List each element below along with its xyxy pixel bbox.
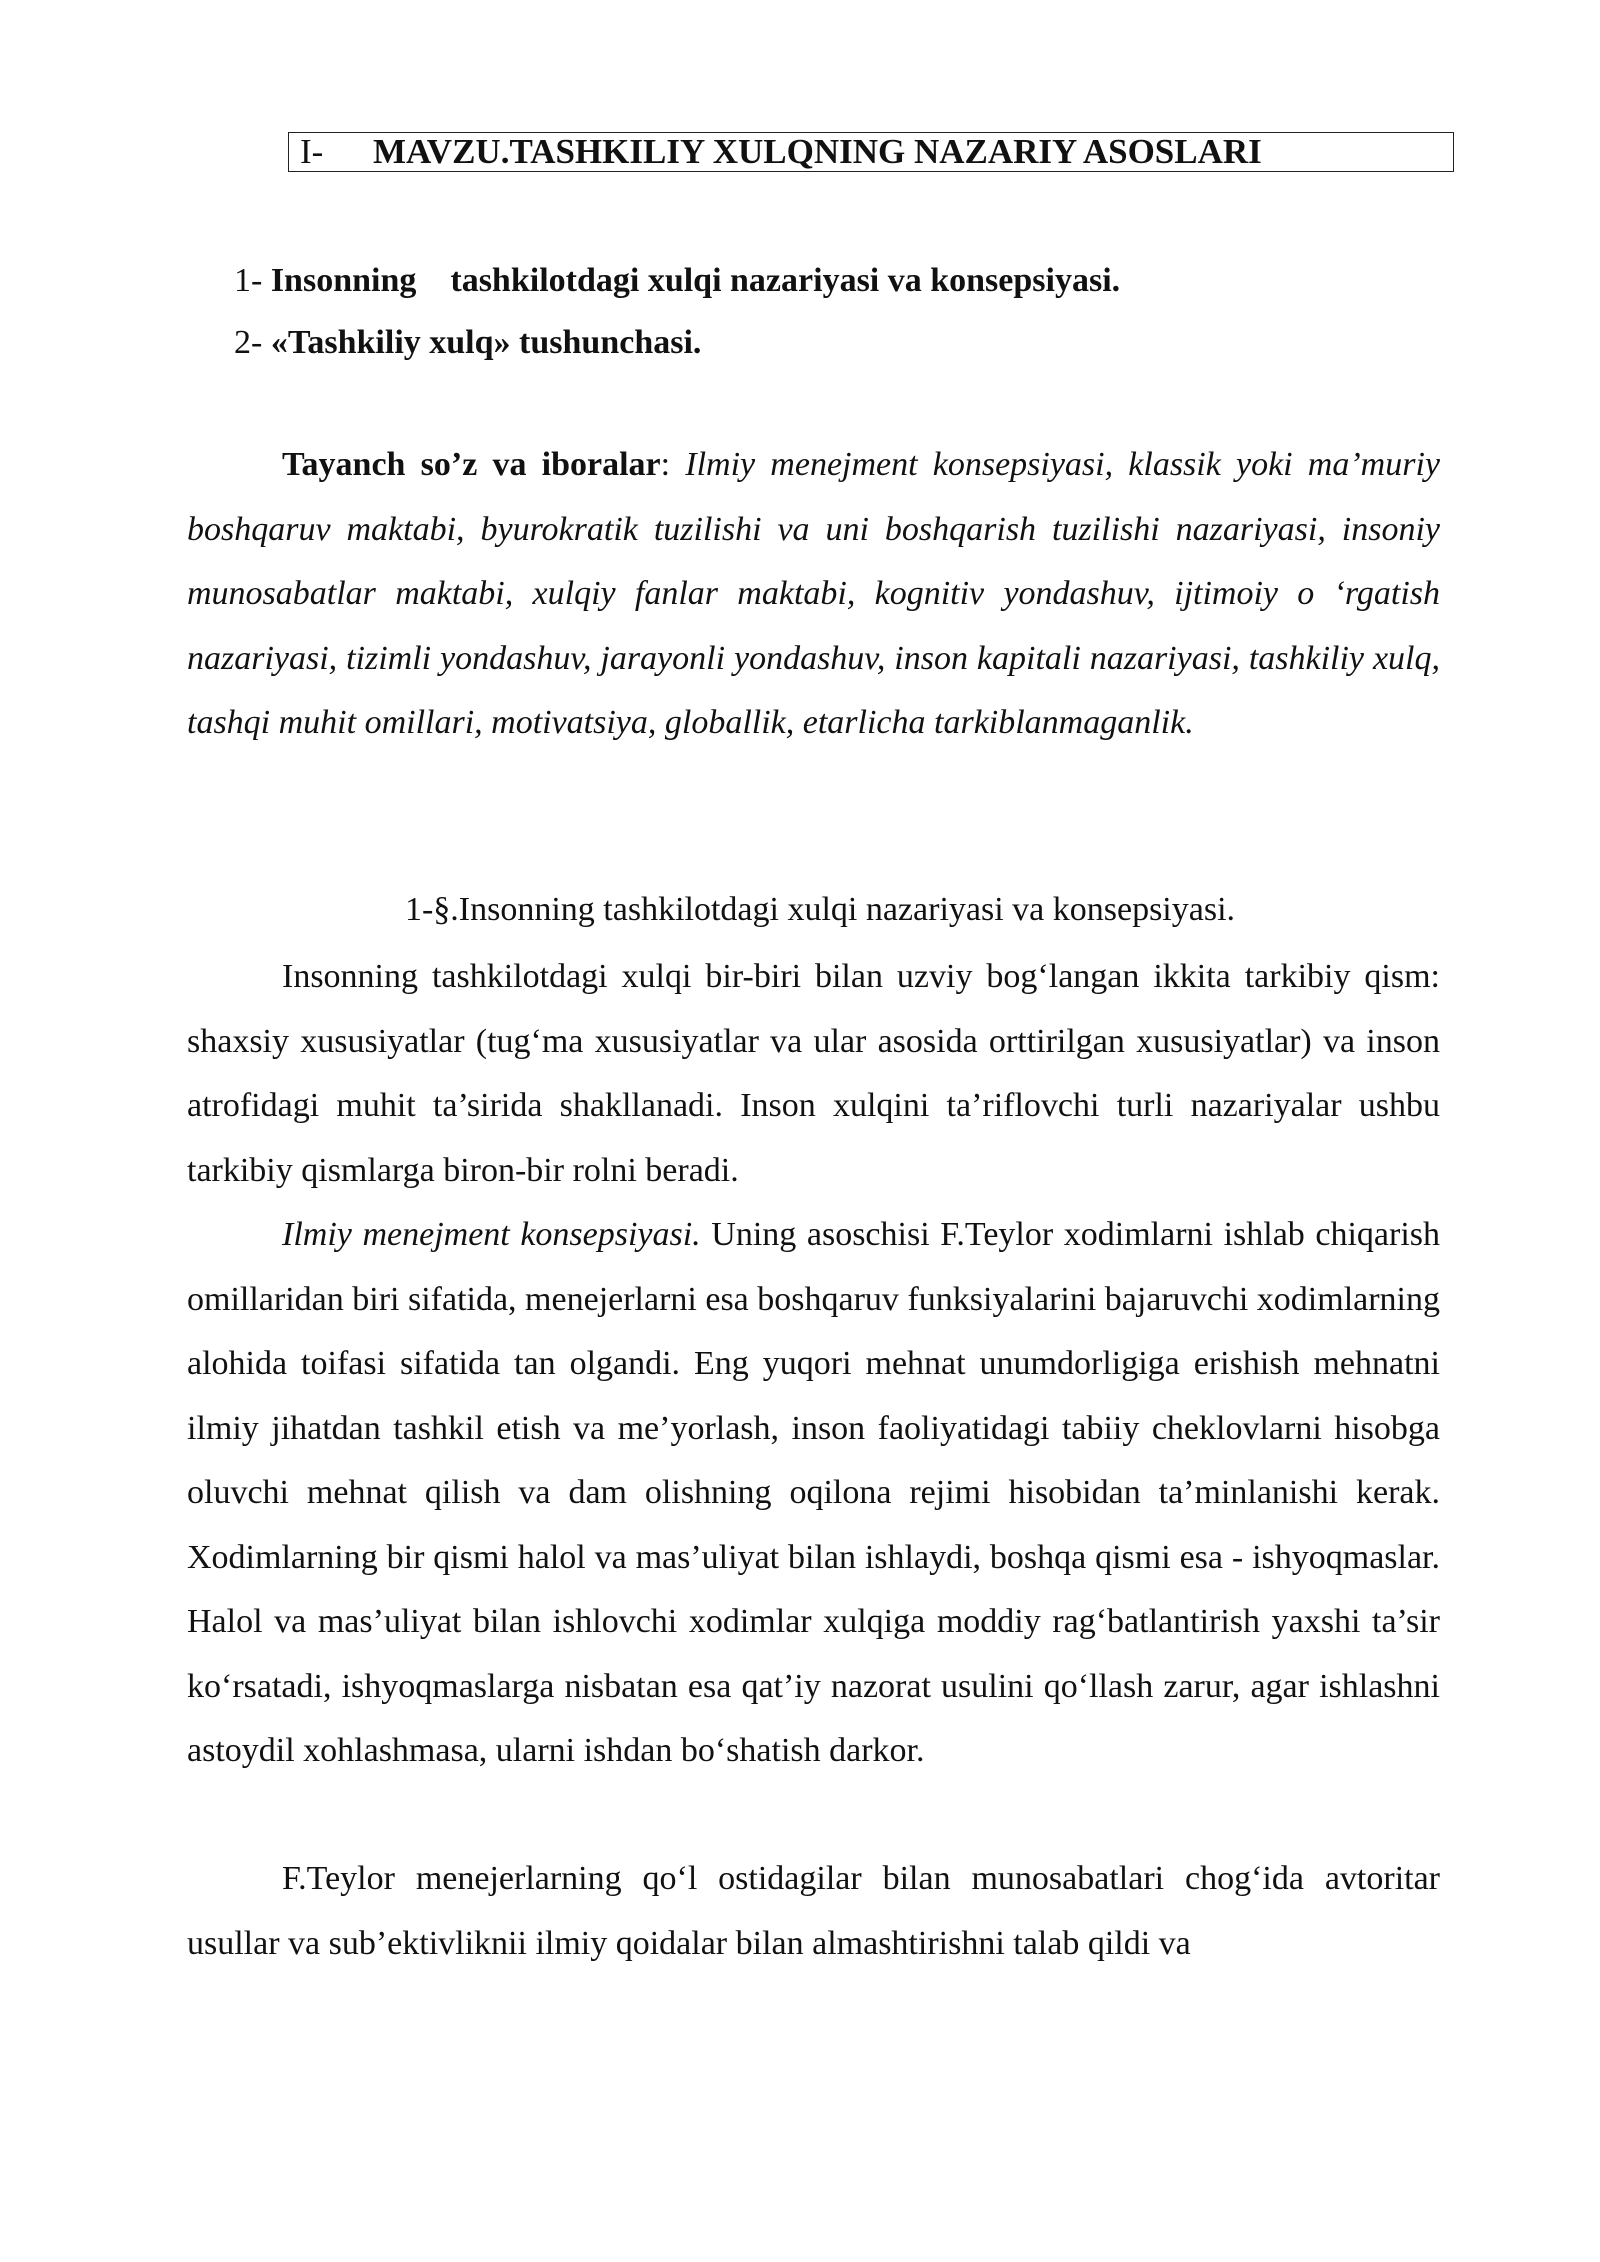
topic-title-box: [288, 132, 1454, 172]
body-paragraph-2-text: Uning asoschisi F.Teylor xodimlarni ishlab chiqarish omillaridan biri sifatida, menejerlarni esa boshqaruv funksiyalarini bajaruvchi xodimlarning alohida toifasi sifatida tan olgandi. Eng yuqori mehnat unumdorligiga erishish mehnatni ilmiy jihatdan tashkil etish va me’yorlash, inson faoliyatidagi tabiiy cheklovlarni hisobga oluvchi mehnat qilish va dam olishning oqilona rejimi hisobidan ta’minlanishi kerak. Xodimlarning bir qismi halol va mas’uliyat bilan ishlaydi, boshqa qismi esa - ishyoqmaslar. Halol va mas’uliyat bilan ishlovchi xodimlar xulqiga moddiy rag‘batlantirish yaxshi ta’sir ko‘rsatadi, ishyoqmaslarga nisbatan esa qat’iy nazorat usulini qo‘llash zarur, agar ishlashni astoydil xohlashmasa, ularni ishdan bo‘shatish darkor.: [187, 1216, 1440, 1769]
keywords-label: Tayanch so’z va iboralar: [282, 446, 661, 483]
plan-item-text: Insonning tashkilotdagi xulqi nazariyasi va konsepsiyasi.: [270, 262, 1121, 299]
plan-item-number: 2-: [234, 324, 263, 361]
plan-item: [234, 261, 1120, 301]
keywords-paragraph: [187, 433, 1440, 756]
section-heading: 1-§.Insonning tashkilotdagi xulqi nazariyasi va konsepsiyasi.: [404, 891, 1236, 928]
concept-title: Ilmiy menejment konsepsiyasi.: [282, 1216, 701, 1253]
body-paragraph-2: [187, 1203, 1440, 1784]
body-paragraph-1: Insonning tashkilotdagi xulqi bir-biri bilan uzviy bog‘langan ikkita tarkibiy qism: shaxsiy xususiyatlar (tug‘ma xususiyatlar va ular asosida orttirilgan xususiyatlar) va inson atrofidagi muhit ta’sirida shakllanadi. Inson xulqini ta’riflovchi turli nazariyalar ushbu tarkibiy qismlarga biron-bir rolni beradi.: [187, 958, 1440, 1189]
plan-item-text: «Tashkiliy xulq» tushunchasi.: [270, 324, 702, 361]
plan-item-number: 1-: [234, 262, 263, 299]
body-paragraph-3: F.Teylor menejerlarning qo‘l ostidagilar bilan munosabatlari chog‘ida avtoritar usullar va sub’ektivliknii ilmiy qoidalar bilan almashtirishni talab qildi va: [187, 1860, 1440, 1962]
keywords-colon: :: [660, 446, 671, 483]
topic-number: I-: [300, 132, 324, 171]
topic-title: MAVZU.TASHKILIY XULQNING NAZARIY ASOSLARI: [373, 132, 1262, 171]
plan-item: [234, 323, 701, 363]
keywords-list: Ilmiy menejment konsepsiyasi, klassik yoki ma’muriy boshqaruv maktabi, byurokratik tuzilishi va uni boshqarish tuzilishi nazariyasi, insoniy munosabatlar maktabi, xulqiy fanlar maktabi, kognitiv yondashuv, ijtimoiy o ‘rgatish nazariyasi, tizimli yondashuv, jarayonli yondashuv, inson kapitali nazariyasi, tashkiliy xulq, tashqi muhit omillari, motivatsiya, globallik, etarlicha tarkiblanmaganlik.: [187, 446, 1441, 741]
